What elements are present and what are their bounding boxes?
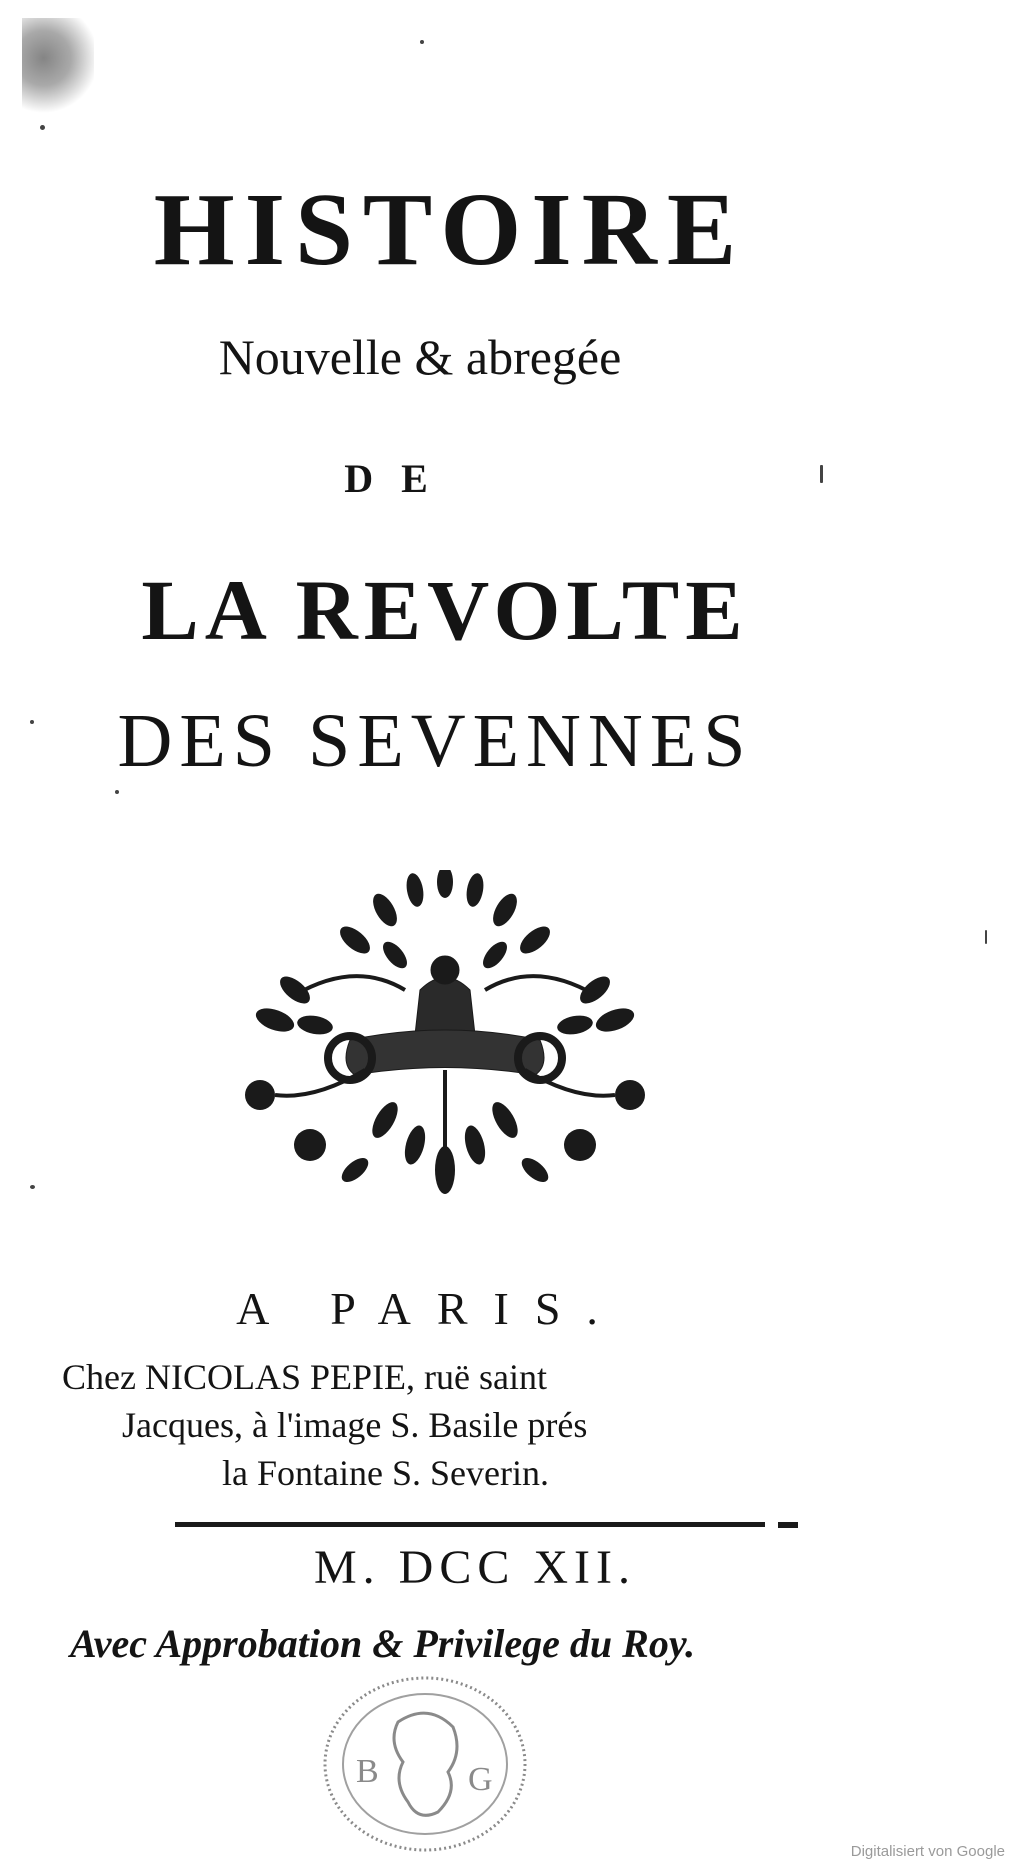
imprint-city: A PARIS. bbox=[236, 1283, 624, 1334]
svg-text:G: G bbox=[468, 1761, 493, 1798]
library-stamp-icon bbox=[318, 1672, 532, 1857]
floral-vignette-icon bbox=[235, 870, 655, 1210]
privilege-line: Avec Approbation & Privilege du Roy. bbox=[70, 1621, 696, 1666]
imprint-location-line: la Fontaine S. Severin. bbox=[222, 1453, 549, 1493]
scan-speck bbox=[30, 1185, 35, 1189]
imprint-address-line: Jacques, à l'image S. Basile prés bbox=[122, 1405, 588, 1445]
scan-speck bbox=[820, 465, 823, 483]
imprint-publisher-line: Chez NICOLAS PEPIE, ruë saint bbox=[62, 1357, 547, 1397]
title-histoire: HISTOIRE bbox=[153, 172, 747, 287]
divider-rule-end bbox=[778, 1522, 798, 1528]
scan-shadow bbox=[22, 18, 94, 118]
scan-speck bbox=[420, 40, 424, 44]
scan-speck bbox=[40, 125, 45, 130]
divider-rule bbox=[175, 1522, 765, 1527]
scan-speck bbox=[30, 720, 34, 724]
title-revolte: LA REVOLTE bbox=[141, 562, 749, 658]
title-sevennes: DES SEVENNES bbox=[117, 699, 753, 783]
title-de: DE bbox=[344, 456, 456, 501]
title-subtitle: Nouvelle & abregée bbox=[218, 329, 622, 385]
digitization-watermark: Digitalisiert von Google bbox=[850, 1843, 1005, 1860]
publication-year: M. DCC XII. bbox=[313, 1541, 636, 1594]
scan-speck bbox=[985, 930, 987, 944]
scan-speck bbox=[115, 790, 119, 794]
svg-text:B: B bbox=[356, 1753, 379, 1790]
